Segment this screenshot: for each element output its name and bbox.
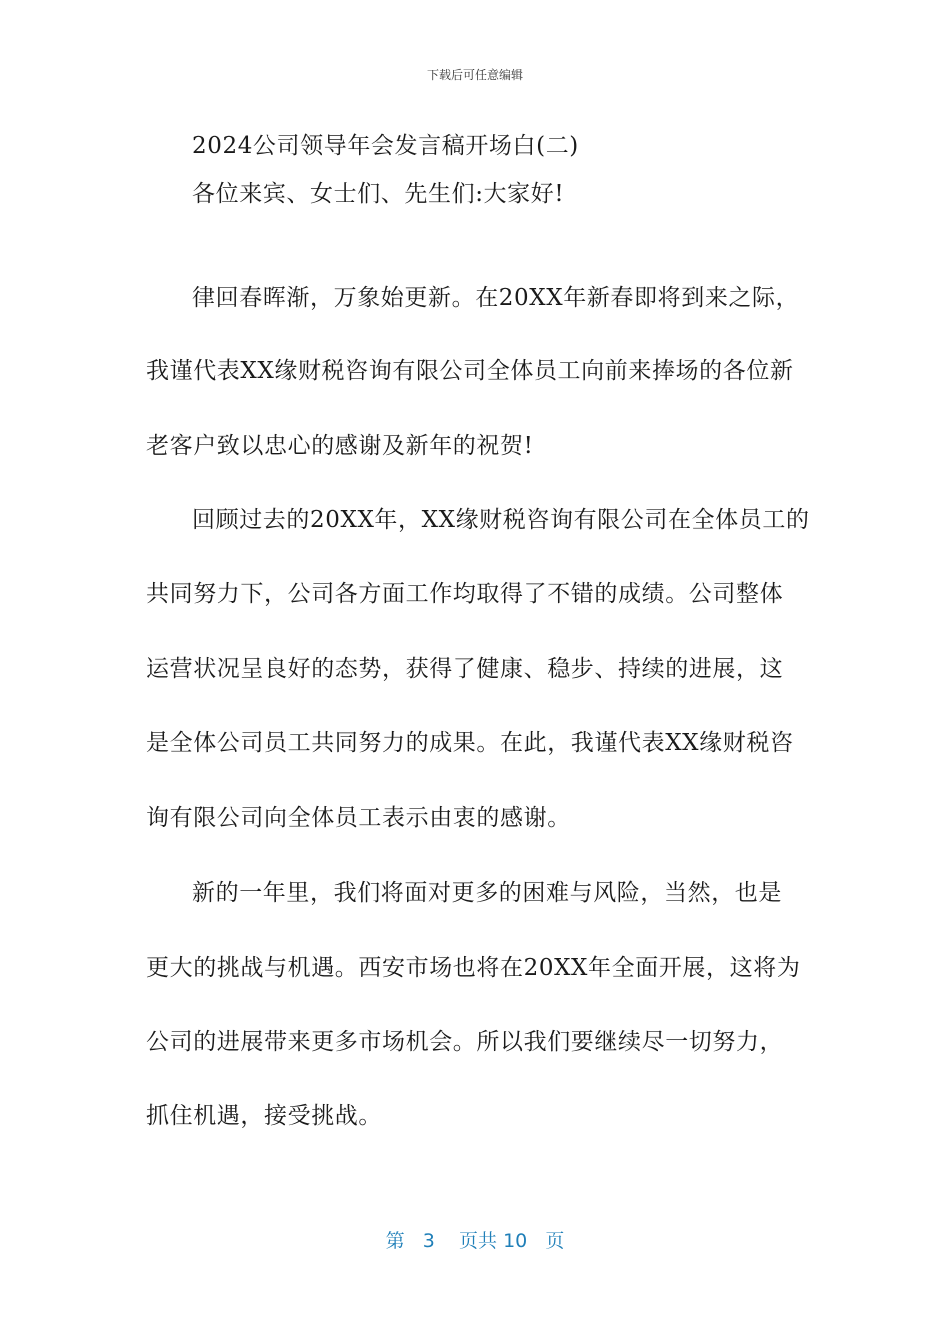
paragraph-line: 更大的挑战与机遇。西安市场也将在20XX年全面开展，这将为 — [146, 955, 801, 981]
paragraph-line: 运营状况呈良好的态势，获得了健康、稳步、持续的进展，这 — [146, 656, 784, 682]
paragraph-line: 新的一年里，我们将面对更多的困难与风险，当然，也是 — [192, 880, 782, 906]
paragraph-line: 共同努力下，公司各方面工作均取得了不错的成绩。公司整体 — [146, 581, 784, 607]
header-note: 下载后可任意编辑 — [426, 68, 523, 82]
total-pages-number: 10 — [503, 1230, 528, 1252]
paragraph-line: 抓住机遇，接受挑战。 — [146, 1103, 382, 1129]
paragraph-line: 我谨代表XX缘财税咨询有限公司全体员工向前来捧场的各位新 — [146, 358, 794, 384]
current-page-number: 3 — [422, 1230, 435, 1252]
footer-suffix: 页 — [545, 1230, 565, 1252]
footer-prefix: 第 — [385, 1230, 405, 1252]
paragraph-line: 老客户致以忠心的感谢及新年的祝贺! — [146, 433, 534, 459]
paragraph-line: 询有限公司向全体员工表示由衷的感谢。 — [146, 805, 571, 831]
footer-middle: 页共 — [459, 1230, 498, 1252]
paragraph-line: 公司的进展带来更多市场机会。所以我们要继续尽一切努力， — [146, 1029, 784, 1055]
greeting: 各位来宾、女士们、先生们:大家好! — [192, 181, 565, 207]
paragraph-line: 是全体公司员工共同努力的成果。在此，我谨代表XX缘财税咨 — [146, 730, 794, 756]
document-title: 2024公司领导年会发言稿开场白(二) — [192, 133, 579, 159]
page-footer — [0, 1226, 950, 1253]
paragraph-line: 回顾过去的20XX年，XX缘财税咨询有限公司在全体员工的 — [192, 507, 810, 533]
paragraph-line: 律回春晖渐，万象始更新。在20XX年新春即将到来之际， — [192, 285, 800, 311]
